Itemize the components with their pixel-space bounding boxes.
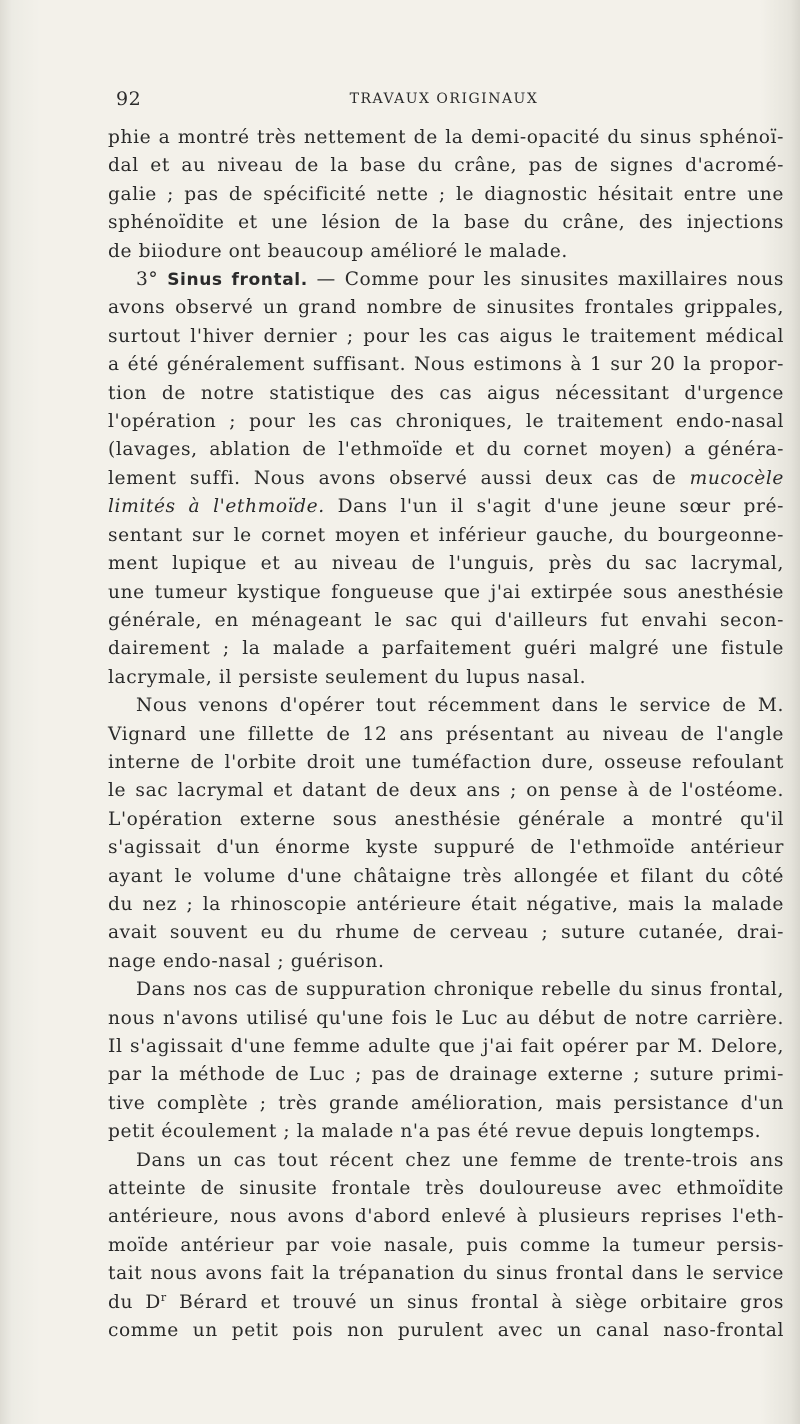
text-fragment: du D: [108, 1291, 161, 1313]
text-line: Dans nos cas de suppuration chronique rebelle du sinus frontal,: [136, 979, 784, 1001]
text-line: Nous venons d'opérer tout récemment dans le service de M.: [136, 695, 784, 717]
italic-term: limités à l'ethmoïde.: [108, 496, 325, 518]
text-line: antérieure, nous avons d'abord enlevé à plusieurs reprises l'eth-: [108, 1206, 784, 1228]
text-line: L'opération externe sous anesthésie générale a montré qu'il: [108, 808, 784, 830]
text-line: lacrymale, il persiste seulement du lupus nasal.: [108, 666, 587, 688]
superscript: r: [160, 1290, 167, 1304]
text-line: tion de notre statistique des cas aigus nécessitant d'urgence: [108, 382, 784, 404]
text-line: dal et au niveau de la base du crâne, pas de signes d'acromé-: [108, 155, 784, 177]
text-line: une tumeur kystique fongueuse que j'ai extirpée sous anesthésie: [108, 581, 784, 603]
text-fragment: lement suffi. Nous avons observé aussi deux cas de: [108, 467, 690, 489]
text-line: par la méthode de Luc ; pas de drainage externe ; suture primi-: [108, 1064, 784, 1086]
body-text: [108, 124, 784, 1345]
text-line: générale, en ménageant le sac qui d'ailleurs fut envahi secon-: [108, 609, 784, 631]
text-line: interne de l'orbite droit une tuméfaction dure, osseuse refoulant: [108, 751, 784, 773]
text-line: galie ; pas de spécificité nette ; le diagnostic hésitait entre une: [108, 183, 784, 205]
section-number: 3°: [136, 269, 168, 291]
text-line: comme un petit pois non purulent avec un canal naso-frontal: [108, 1320, 784, 1342]
text-line: (lavages, ablation de l'ethmoïde et du cornet moyen) a généra-: [108, 439, 784, 461]
text-line: Dans un cas tout récent chez une femme de trente-trois ans: [136, 1149, 784, 1171]
text-line: avait souvent eu du rhume de cerveau ; suture cutanée, drai-: [108, 922, 784, 944]
text-line: du nez ; la rhinoscopie antérieure était négative, mais la malade: [108, 893, 784, 915]
text-line: nous n'avons utilisé qu'une fois le Luc au début de notre carrière.: [108, 1007, 784, 1029]
text-line: a été généralement suffisant. Nous estimons à 1 sur 20 la propor-: [108, 354, 784, 376]
running-title: TRAVAUX ORIGINAUX: [349, 91, 539, 107]
italic-term: mucocèle: [689, 467, 784, 489]
text-line: le sac lacrymal et datant de deux ans ; on pense à de l'ostéome.: [108, 780, 784, 802]
section-heading: Sinus frontal.: [167, 270, 308, 291]
text-line: sphénoïdite et une lésion de la base du crâne, des injections: [108, 212, 784, 234]
text-line: tive complète ; très grande amélioration, mais persistance d'un: [108, 1092, 784, 1114]
text-line: ayant le volume d'une châtaigne très allongée et filant du côté: [108, 865, 784, 887]
text-fragment: Dans l'un il s'agit d'une jeune sœur pré-: [324, 496, 785, 518]
text-line: tait nous avons fait la trépanation du sinus frontal dans le service: [108, 1263, 784, 1285]
text-line: [108, 493, 784, 521]
text-line: l'opération ; pour les cas chroniques, le traitement endo-nasal: [108, 411, 784, 433]
text-line: ment lupique et au niveau de l'unguis, près du sac lacrymal,: [108, 553, 784, 575]
page-header: [108, 88, 780, 112]
text-fragment: Bérard et trouvé un sinus frontal à siège orbitaire gros: [166, 1291, 784, 1313]
text-line: Vignard une fillette de 12 ans présentant au niveau de l'angle: [108, 723, 784, 745]
page-number: 92: [116, 88, 142, 110]
text-line: avons observé un grand nombre de sinusites frontales grippales,: [108, 297, 784, 319]
text-line: atteinte de sinusite frontale très douloureuse avec ethmoïdite: [108, 1178, 784, 1200]
text-line: sentant sur le cornet moyen et inférieur gauche, du bourgeonne-: [108, 524, 784, 546]
text-line: phie a montré très nettement de la demi-opacité du sinus sphénoï-: [108, 127, 784, 148]
text-line: [108, 266, 784, 294]
text-line: dairement ; la malade a parfaitement guéri malgré une fistule: [108, 638, 784, 660]
text-line: Il s'agissait d'une femme adulte que j'ai fait opérer par M. Delore,: [108, 1036, 784, 1057]
text-line: [108, 1289, 784, 1317]
text-line: surtout l'hiver dernier ; pour les cas aigus le traitement médical: [108, 325, 784, 347]
text-line: de biiodure ont beaucoup amélioré le malade.: [108, 240, 568, 262]
text-line: s'agissait d'un énorme kyste suppuré de l'ethmoïde antérieur: [108, 837, 784, 859]
text-fragment: — Comme pour les sinusites maxillaires nous: [307, 269, 784, 291]
text-line: moïde antérieur par voie nasale, puis comme la tumeur persis-: [108, 1234, 784, 1256]
text-line: petit écoulement ; la malade n'a pas été revue depuis longtemps.: [108, 1121, 762, 1143]
text-line: [108, 465, 784, 493]
text-line: nage endo-nasal ; guérison.: [108, 950, 385, 972]
